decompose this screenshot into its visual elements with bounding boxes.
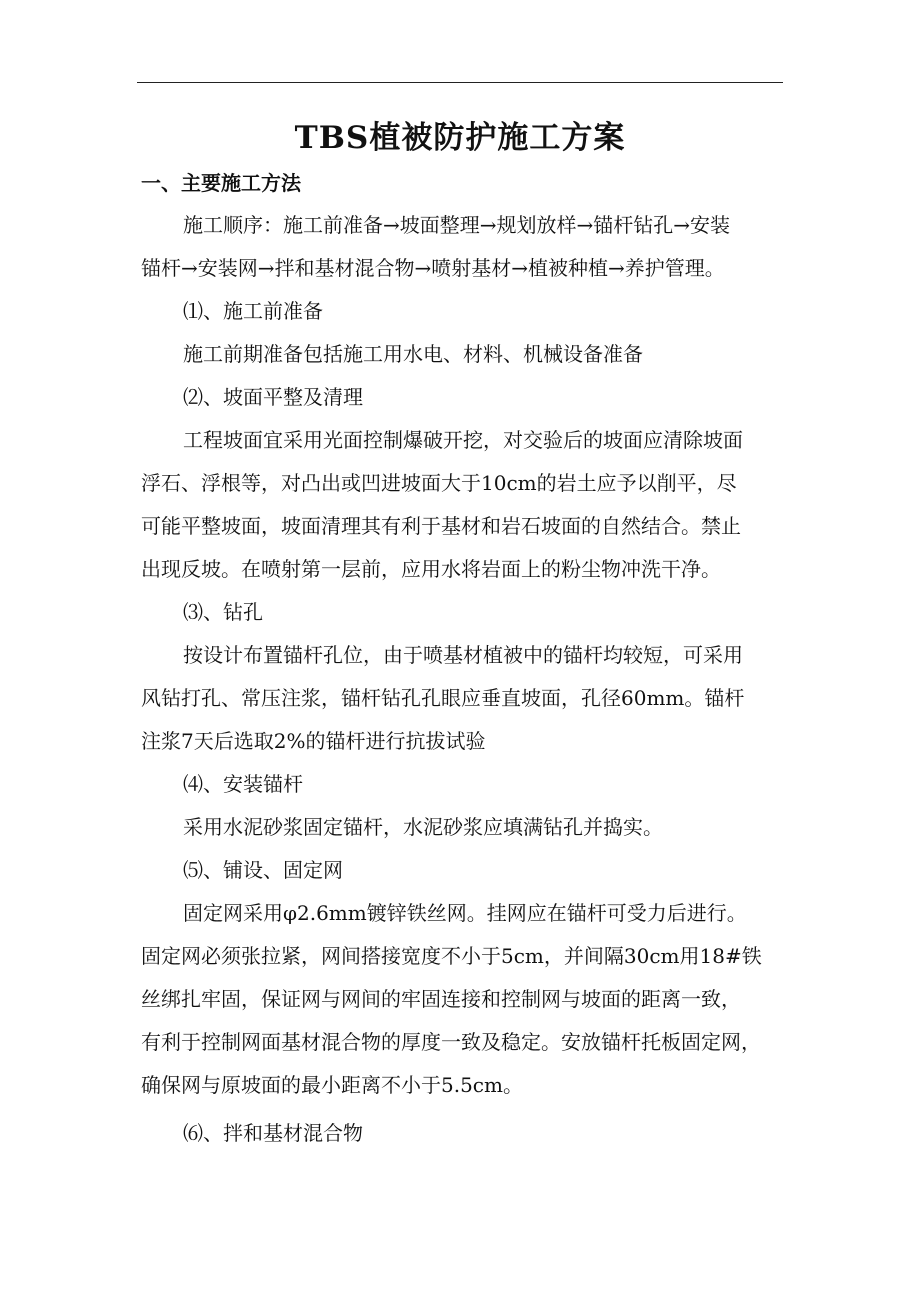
paragraph-line: 工程坡面宜采用光面控制爆破开挖，对交验后的坡面应清除坡面 xyxy=(183,428,743,452)
subheading: ⑶、钻孔 xyxy=(183,600,263,624)
paragraph-line: 按设计布置锚杆孔位，由于喷基材植被中的锚杆均较短，可采用 xyxy=(183,643,743,667)
paragraph-line: 采用水泥砂浆固定锚杆，水泥砂浆应填满钻孔并捣实。 xyxy=(183,815,663,839)
paragraph-line: 丝绑扎牢固，保证网与网间的牢固连接和控制网与坡面的距离一致， xyxy=(141,987,741,1011)
section-heading: 一、主要施工方法 xyxy=(141,171,301,195)
subheading: ⑷、安装锚杆 xyxy=(183,772,303,796)
subheading: ⑹、拌和基材混合物 xyxy=(183,1121,363,1145)
paragraph-line: 确保网与原坡面的最小距离不小于5.5cm。 xyxy=(141,1073,523,1097)
paragraph-line: 出现反坡。在喷射第一层前，应用水将岩面上的粉尘物冲洗干净。 xyxy=(141,557,721,581)
subheading: ⑴、施工前准备 xyxy=(183,299,323,323)
paragraph-line: 锚杆→安装网→拌和基材混合物→喷射基材→植被种植→养护管理。 xyxy=(141,256,725,280)
paragraph-line: 风钻打孔、常压注浆，锚杆钻孔孔眼应垂直坡面，孔径60mm。锚杆 xyxy=(141,686,745,710)
paragraph-line: 注浆7天后选取2%的锚杆进行抗拔试验 xyxy=(141,729,486,753)
document-title: TBS植被防护施工方案 xyxy=(294,120,626,156)
paragraph-line: 浮石、浮根等，对凸出或凹进坡面大于10cm的岩土应予以削平，尽 xyxy=(141,471,737,495)
subheading: ⑸、铺设、固定网 xyxy=(183,858,343,882)
paragraph-line: 施工前期准备包括施工用水电、材料、机械设备准备 xyxy=(183,342,643,366)
paragraph-line: 固定网采用φ2.6mm镀锌铁丝网。挂网应在锚杆可受力后进行。 xyxy=(183,901,747,925)
paragraph-line: 施工顺序：施工前准备→坡面整理→规划放样→锚杆钻孔→安装 xyxy=(183,213,731,237)
paragraph-line: 可能平整坡面，坡面清理其有利于基材和岩石坡面的自然结合。禁止 xyxy=(141,514,741,538)
header-rule xyxy=(137,82,783,83)
paragraph-line: 有利于控制网面基材混合物的厚度一致及稳定。安放锚杆托板固定网， xyxy=(141,1030,761,1054)
subheading: ⑵、坡面平整及清理 xyxy=(183,385,363,409)
paragraph-line: 固定网必须张拉紧，网间搭接宽度不小于5cm，并间隔30cm用18#铁 xyxy=(141,944,762,968)
